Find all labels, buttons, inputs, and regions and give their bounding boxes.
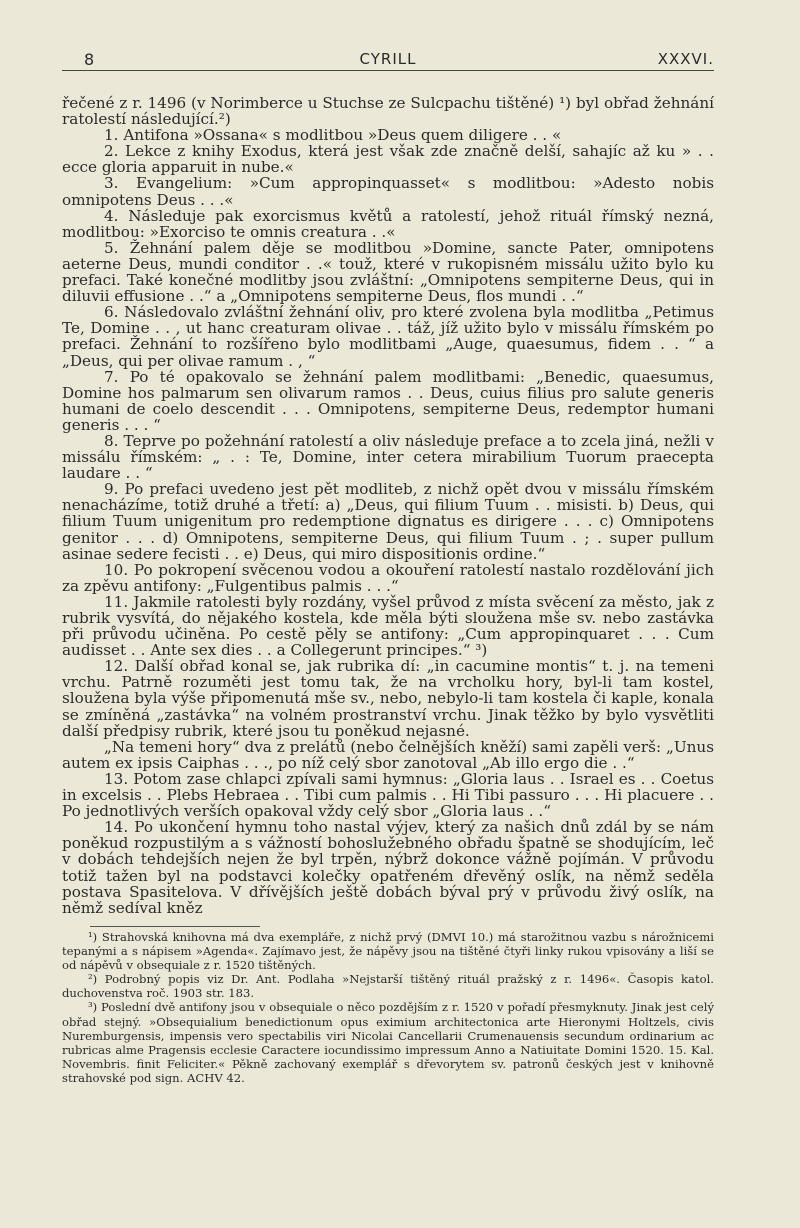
paragraph: 12. Další obřad konal se, jak rubrika dí: „in cacumine montis“ t. j. na temeni vrchu. Patrně rozuměti jest tomu tak, že na vrcholku hory, byl-li tam kostel, sloužena byla výše připomenutá mše sv., nebo, nebylo-li tam kostela či kaple, konala se zmíněná „zastávka“ na volném prostranství vrchu. Jinak těžko by bylo vysvětliti další předpisy rubrik, které jsou tu poněkud nejasné.: [62, 657, 714, 740]
paragraph: 9. Po prefaci uvedeno jest pět modliteb, z nichž opět dvou v missálu římském nenacházíme, totiž druhé a třetí: a) „Deus, qui filium Tuum . . misisti. b) Deus, qui filium Tuum unigenitum pro redemptione dignatus es dirigere . . . c) Omnipotens genitor . . . d) Omnipotens, sempiterne Deus, qui filium Tuum . ; . super pullum asinae sedere fecisti . . e) Deus, qui miro dispositionis ordine.“: [62, 480, 714, 563]
footnotes: [62, 930, 714, 1085]
paragraph: 2. Lekce z knihy Exodus, která jest však zde značně delší, sahajíc až ku » . . ecce gloria apparuit in nube.«: [62, 142, 714, 177]
paragraph: „Na temeni hory“ dva z prelátů (nebo čelnějších kněží) sami zapěli verš: „Unus autem ex ipsis Caiphas . . ., po níž celý sbor zanotoval „Ab illo ergo die . .“: [62, 737, 714, 772]
paragraph: 5. Žehnání palem děje se modlitbou »Domine, sancte Pater, omnipotens aeterne Deus, mundi conditor . .« touž, které v rukopisném missálu užito bylo ku prefaci. Také konečné modlitby jsou zvláštní: „Omnipotens sempiterne Deus, qui in diluvii effusione . .“ a „Omnipotens sempiterne Deus, flos mundi . .“: [62, 238, 714, 306]
volume-number: XXXVI.: [657, 50, 714, 68]
paragraph: 6. Následovalo zvláštní žehnání oliv, pro které zvolena byla modlitba „Petimus Te, Domine . . , ut hanc creaturam olivae . . táž, jíž užito bylo v missálu římském po prefaci. Žehnání to rozšířeno bylo modlitbami „Auge, quaesumus, fidem . . “ a „Deus, qui per olivae ramum . , “: [62, 303, 714, 370]
paragraph: 1. Antifona »Ossana« s modlitbou »Deus quem diligere . . «: [104, 126, 562, 145]
paragraph: 7. Po té opakovalo se žehnání palem modlitbami: „Benedic, quaesumus, Domine hos palmarum sen olivarum ramos . . Deus, cuius filius pro salute generis humani de coelo descendit . . . Omnipotens, sempiterne Deus, redemptor humani generis . . . “: [62, 367, 714, 434]
paragraph: 11. Jakmile ratolesti byly rozdány, vyšel průvod z místa svěcení za město, jak z rubrik vysvítá, do nějakého kostela, kde měla býti sloužena mše sv. nebo zastávka při průvodu učiněna. Po cestě pěly se antifony: „Cum appropinquaret . . . Cum audisset . . Ante sex dies . . a Collegerunt principes.“ ³): [62, 592, 714, 660]
main-text: [62, 95, 714, 916]
paragraph: 3. Evangelium: »Cum appropinquasset« s modlitbou: »Adesto nobis omnipotens Deus . . .«: [62, 174, 714, 209]
paragraph: 13. Potom zase chlapci zpívali sami hymnus: „Gloria laus . . Israel es . . Coetus in excelsis . . Plebs Hebraea . . Tibi cum palmis . . Hi Tibi passuro . . . Hi placuere . . Po jednotlivých verších opakoval vždy celý sbor „Gloria laus . .“: [62, 769, 714, 821]
paragraph: řečené z r. 1496 (v Norimberce u Stuchse ze Sulcpachu tištěné) ¹) byl obřad žehnání ratolestí následující.²): [62, 94, 714, 129]
paragraph: 4. Následuje pak exorcismus květů a ratolestí, jehož rituál římský nezná, modlitbou: »Exorciso te omnis creatura . .«: [62, 206, 714, 241]
page-number: 8: [84, 50, 96, 69]
page-header: [62, 48, 714, 71]
footnote: ³) Poslední dvě antifony jsou v obsequiale o něco pozdějším z r. 1520 v pořadí přesmyknuty. Jinak jest celý obřad stejný. »Obsequialium benedictionum opus eximium architectonica arte Hieronymi Holtzels, civis Nuremburgensis, impensis vero spectabilis viri Nicolai Cancellarii Crumenauensis secundum ordinarium ac rubricas alme Pragensis ecclesie Caractere iocundissimo impressum Anno a Natiuitate Domini 1520. 15. Kal. Novembris. finit Feliciter.« Pěkně zachovaný exemplář s dřevorytem sv. patronů českých jest v knihovně strahovské pod sign. ACHV 42.: [62, 1000, 714, 1085]
footnote: ²) Podrobný popis viz Dr. Ant. Podlaha »Nejstarší tištěný rituál pražský z r. 1496«. Časopis katol. duchovenstva roč. 1903 str. 183.: [62, 972, 714, 1001]
footnote-divider: [90, 926, 260, 927]
paragraph: 14. Po ukončení hymnu toho nastal výjev, který za našich dnů zdál by se nám poněkud rozpustilým a s vážností bohoslužebného obřadu špatně se shodujícím, leč v dobách tehdejších nejen že byl trpěn, nýbrž dokonce vážně pojímán. V průvodu totiž tažen byl na podstavci kolečky opatřeném dřevěný oslík, na němž seděla postava Spasitelova. V dřívějších ještě dobách býval prý v průvodu živý oslík, na němž sedíval kněz: [62, 818, 714, 917]
running-title: CYRILL: [359, 50, 417, 68]
paragraph: 8. Teprve po požehnání ratolestí a oliv následuje preface a to zcela jiná, nežli v missálu římském: „ . : Te, Domine, inter cetera mirabilium Tuorum praecepta laudare . . “: [62, 431, 714, 483]
footnote: ¹) Strahovská knihovna má dva exempláře, z nichž prvý (DMVI 10.) má starožitnou vazbu s nárožnicemi tepanými a s nápisem »Agenda«. Zajímavo jest, že nápěvy jsou na tištěné čtyři linky rukou vpisovány a liší se od nápěvů v obsequiale z r. 1520 tištěných.: [62, 930, 714, 973]
paragraph: 10. Po pokropení svěcenou vodou a okouření ratolestí nastalo rozdělování jich za zpěvu antifony: „Fulgentibus palmis . . .“: [62, 560, 714, 595]
